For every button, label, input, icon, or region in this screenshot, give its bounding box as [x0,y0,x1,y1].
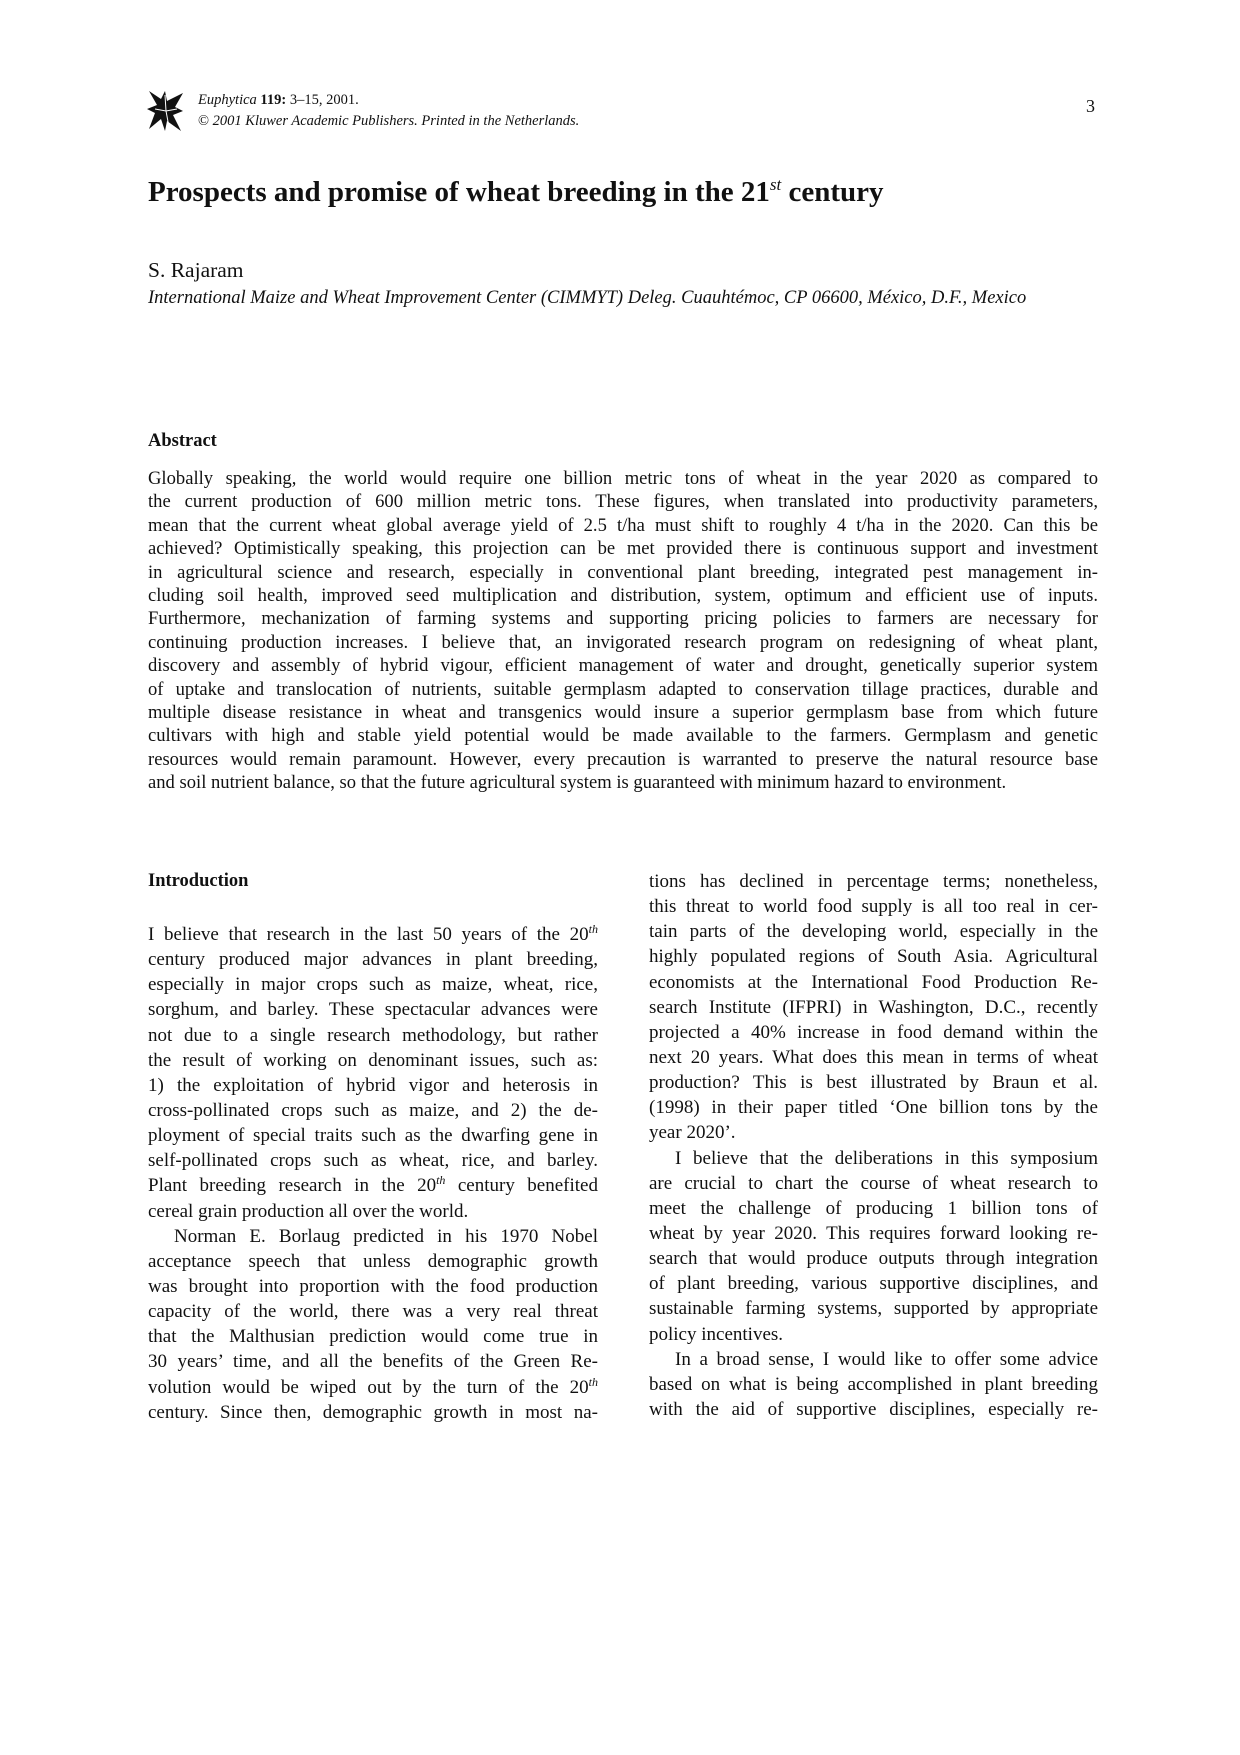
text-segment: I believe that research in the last 50 years of the 20 [148,924,589,945]
text-line: (1998) in their paper titled ‘One billion tons by the [649,1097,1098,1119]
author-affiliation: International Maize and Wheat Improvement Center (CIMMYT) Deleg. Cuauhtémoc, CP 06600, México, D.F., Mexico [148,288,1027,308]
text-line: self-pollinated crops such as wheat, rice, and barley. [148,1150,598,1172]
copyright-text: 2001 Kluwer Academic Publishers. Printed in the Netherlands. [212,113,580,129]
text-line: year 2020’. [649,1122,736,1144]
text-line: with the aid of supportive disciplines, especially re- [649,1398,1098,1420]
text-line: acceptance speech that unless demographic growth [148,1250,598,1272]
text-line: achieved? Optimistically speaking, this projection can be met provided there is continuous support and investment [148,538,1098,560]
text-line: In a broad sense, I would like to offer some advice [675,1348,1098,1370]
text-line: search Institute (IFPRI) in Washington, D.C., recently [649,996,1098,1018]
text-line: projected a 40% increase in food demand within the [649,1021,1098,1043]
paragraph [148,1224,598,1425]
text-line: the result of working on denominant issues, such as: [148,1049,598,1071]
journal-citation [198,90,579,132]
text-line: capacity of the world, there was a very real threat [148,1301,598,1323]
text-line: and soil nutrient balance, so that the future agricultural system is guaranteed with minimum hazard to environment. [148,772,1007,794]
text-line [148,1375,598,1400]
text-line: policy incentives. [649,1323,784,1345]
text-line: tain parts of the developing world, especially in the [649,921,1098,943]
text-line [148,1173,598,1198]
text-line: cross-pollinated crops such as maize, and 2) the de- [148,1099,598,1121]
text-line: discovery and assembly of hybrid vigour, efficient management of water and drought, genetically superior system [148,655,1098,677]
copyright-line [198,111,579,132]
paragraph [649,1347,1098,1422]
text-line: I believe that the deliberations in this symposium [675,1147,1098,1169]
paragraph [148,467,1098,794]
text-line: of plant breeding, various supportive disciplines, and [649,1273,1098,1295]
text-line: search that would produce outputs through integration [649,1248,1098,1270]
text-line: the current production of 600 million metric tons. These figures, when translated into productivity parameters, [148,491,1098,513]
paragraph [649,869,1098,1146]
page-number: 3 [1086,96,1095,116]
paragraph [649,1146,1098,1347]
text-line: highly populated regions of South Asia. Agricultural [649,946,1098,968]
introduction-heading: Introduction [148,871,249,891]
citation-line [198,90,579,111]
paper-title [148,176,884,209]
title-sup: st [769,175,782,194]
abstract-heading: Abstract [148,431,217,451]
journal-name: Euphytica [198,92,257,108]
text-line: cereal grain production all over the world. [148,1200,469,1222]
text-line: Furthermore, mechanization of farming systems and supporting pricing policies to farmers are necessary for [148,608,1098,630]
text-line: 30 years’ time, and all the benefits of the Green Re- [148,1351,598,1373]
journal-volume: 119: [260,92,287,108]
right-column [649,869,1098,1422]
text-line: this threat to world food supply is all too real in cer- [649,896,1098,918]
text-line: wheat by year 2020. This requires forward looking re- [649,1222,1098,1244]
text-line: Globally speaking, the world would require one billion metric tons of wheat in the year 2020 as compared to [148,468,1098,489]
text-segment: Plant breeding research in the 20 [148,1175,437,1197]
text-line: next 20 years. What does this mean in terms of wheat [649,1046,1098,1068]
author-name: S. Rajaram [148,258,244,282]
text-segment: century benefited [445,1175,598,1197]
superscript: th [436,1173,446,1188]
text-line: tions has declined in percentage terms; nonetheless, [649,871,1098,892]
title-main: Prospects and promise of wheat breeding in the 21 [148,176,770,208]
text-line: was brought into proportion with the food production [148,1275,598,1297]
text-line: 1) the exploitation of hybrid vigor and heterosis in [148,1074,598,1096]
text-line: century produced major advances in plant breeding, [148,949,598,971]
text-line: economists at the International Food Production Re- [649,971,1098,993]
text-line: that the Malthusian prediction would come true in [148,1326,598,1348]
text-line: of uptake and translocation of nutrients, suitable germplasm adapted to conservation tillage practices, durable and [148,678,1098,700]
text-line: meet the challenge of producing 1 billion tons of [649,1197,1098,1219]
text-line [148,922,598,947]
text-line: ployment of special traits such as the dwarfing gene in [148,1125,598,1147]
abstract-body [148,467,1098,794]
text-line: cluding soil health, improved seed multiplication and distribution, system, optimum and efficient use of inputs. [148,584,1098,606]
text-line: sustainable farming systems, supported by appropriate [649,1298,1098,1320]
text-line: production? This is best illustrated by Braun et al. [649,1072,1098,1094]
text-line: resources would remain paramount. However, every precaution is warranted to preserve the natural resource base [148,748,1098,770]
left-column [148,922,598,1425]
text-line: mean that the current wheat global average yield of 2.5 t/ha must shift to roughly 4 t/ha in the 2020. Can this be [148,514,1098,536]
text-line: sorghum, and barley. These spectacular advances were [148,999,598,1021]
publisher-logo [147,89,185,133]
text-line: not due to a single research methodology, but rather [148,1024,598,1046]
journal-pages: 3–15, 2001. [289,92,359,108]
text-line: Norman E. Borlaug predicted in his 1970 Nobel [174,1225,598,1247]
text-segment: volution would be wiped out by the turn of the 20 [148,1376,589,1398]
text-line: based on what is being accomplished in plant breeding [649,1373,1098,1395]
superscript: th [588,922,598,936]
text-line: multiple disease resistance in wheat and transgenics would insure a superior germplasm base from which future [148,701,1098,723]
text-line: century. Since then, demographic growth in most na- [148,1401,598,1423]
title-end: century [781,176,884,208]
text-line: especially in major crops such as maize, wheat, rice, [148,974,598,996]
text-line: are crucial to chart the course of wheat research to [649,1172,1098,1194]
paragraph [148,922,598,1224]
text-line: cultivars with high and stable yield potential would be made available to the farmers. Germplasm and genetic [148,725,1098,747]
copyright-symbol: © [198,113,210,129]
text-line: in agricultural science and research, especially in conventional plant breeding, integrated pest management in- [148,561,1098,583]
superscript: th [588,1374,598,1389]
text-line: continuing production increases. I believe that, an invigorated research program on redesigning of wheat plant, [148,631,1098,653]
